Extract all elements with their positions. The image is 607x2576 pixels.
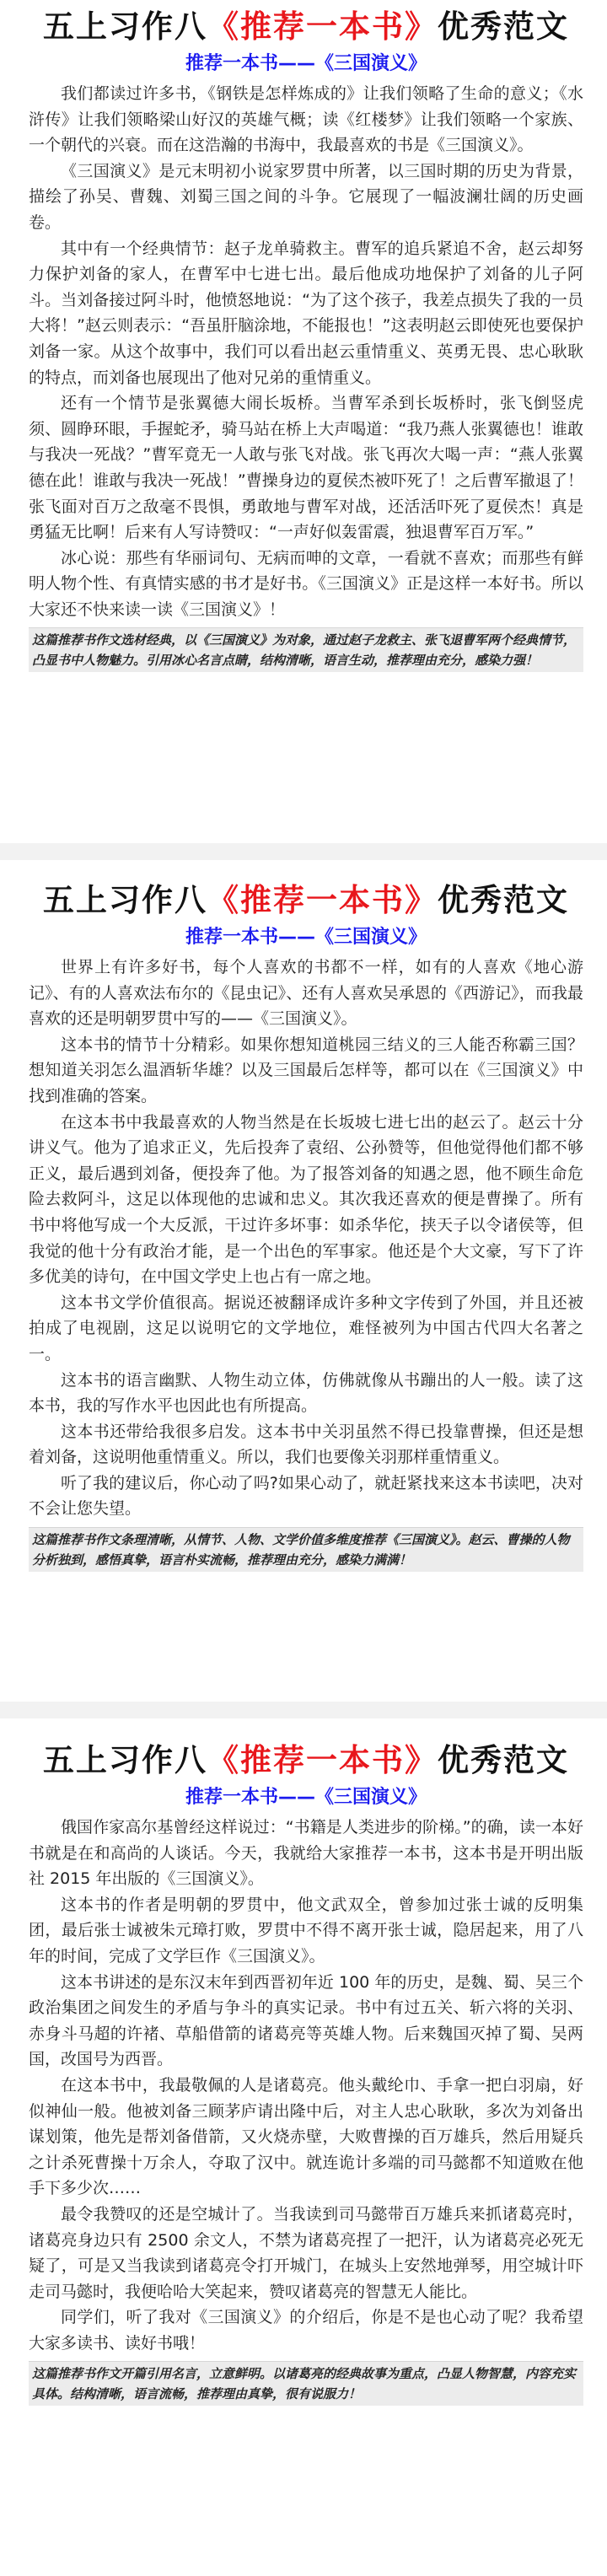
teacher-review: 这篇推荐书作文开篇引用名言，立意鲜明。以诸葛亮的经典故事为重点，凸显人物智慧，内容充实具体。结构清晰，语言流畅，推荐理由真挚，很有说服力！ bbox=[29, 2361, 583, 2406]
teacher-review: 这篇推荐书作文条理清晰，从情节、人物、文学价值多维度推荐《三国演义》。赵云、曹操的人物分析独到，感悟真挚，语言朴实流畅，推荐理由充分，感染力满满！ bbox=[29, 1527, 583, 1572]
title-suffix: 优秀范文 bbox=[438, 8, 569, 45]
title-suffix: 优秀范文 bbox=[438, 1741, 569, 1778]
paragraph: 俄国作家高尔基曾经这样说过：“书籍是人类进步的阶梯。”的确，读一本好书就是在和高尚的人谈话。今天，我就给大家推荐一本书，这本书是开明出版社 2015 年出版的《三国演义》。 bbox=[29, 1818, 583, 1889]
essay-title bbox=[29, 1739, 583, 1781]
paragraph: 最令我赞叹的还是空城计了。当我读到司马懿带百万雄兵来抓诸葛亮时，诸葛亮身边只有 2500 余文人，不禁为诸葛亮捏了一把汗，认为诸葛亮必死无疑了，可是又当我读到诸葛亮令打开城门，在城头上安然地弹琴，用空城计吓走司马懿时，我便哈哈大笑起来，赞叹诸葛亮的智慧无人能比。 bbox=[29, 2204, 583, 2301]
paragraph: 这本书还带给我很多启发。这本书中关羽虽然不得已投靠曹操，但还是想着刘备，这说明他重情重义。所以，我们也要像关羽那样重情重义。 bbox=[29, 1422, 583, 1467]
paragraph: 这本书讲述的是东汉末年到西晋初年近 100 年的历史，是魏、蜀、吴三个政治集团之间发生的矛盾与争斗的真实记录。书中有过五关、斩六将的关羽、赤身斗马超的许褚、草船借箭的诸葛亮等英雄人物。后来魏国灭掉了蜀、吴两国，改国号为西晋。 bbox=[29, 1972, 583, 2069]
paragraph: 这本书的语言幽默、人物生动立体，仿佛就像从书蹦出的人一般。读了这本书，我的写作水平也因此也有所提高。 bbox=[29, 1370, 583, 1416]
essay-3 bbox=[0, 1739, 607, 2406]
paragraph: 还有一个情节是张翼德大闹长坂桥。当曹军杀到长坂桥时，张飞倒竖虎须、圆睁环眼，手握蛇矛，骑马站在桥上大声喝道：“我乃燕人张翼德也！谁敢与我决一死战？”曹军竟无一人敢与张飞对战。张飞再次大喝一声：“燕人张翼德在此！谁敢与我决一死战！”曹操身边的夏侯杰被吓死了！之后曹军撤退了！张飞面对百万之敌毫不畏惧，勇敢地与曹军对战，还活活吓死了夏侯杰！真是勇猛无比啊！后来有人写诗赞叹：“一声好似轰雷震，独退曹军百万军。” bbox=[29, 394, 583, 542]
paragraph: 这本书的作者是明朝的罗贯中，他文武双全，曾参加过张士诚的反明集团，最后张士诚被朱元璋打败，罗贯中不得不离开张士诚，隐居起来，用了八年的时间，完成了文学巨作《三国演义》。 bbox=[29, 1895, 583, 1966]
paragraph: 《三国演义》是元末明初小说家罗贯中所著，以三国时期的历史为背景，描绘了孙吴、曹魏、刘蜀三国之间的斗争。它展现了一幅波澜壮阔的历史画卷。 bbox=[29, 161, 583, 232]
title-prefix: 五上习作八 bbox=[43, 881, 207, 918]
paragraph: 在这本书中，我最敬佩的人是诸葛亮。他头戴纶巾、手拿一把白羽扇，好似神仙一般。他被刘备三顾茅庐请出隆中后，对主人忠心耿耿，多次为刘备出谋划策，他先是帮刘备借箭，又火烧赤壁，大败曹操的百万雄兵，然后用疑兵之计杀死曹操十万余人，夺取了汉中。就连诡计多端的司马懿都不知道败在他手下多少次…… bbox=[29, 2075, 583, 2198]
title-prefix: 五上习作八 bbox=[43, 1741, 207, 1778]
essay-2 bbox=[0, 879, 607, 1572]
section-divider bbox=[0, 843, 607, 860]
essay-body bbox=[29, 955, 583, 1522]
paragraph: 同学们，听了我对《三国演义》的介绍后，你是不是也心动了呢？我希望大家多读书、读好书哦！ bbox=[29, 2308, 583, 2353]
title-highlight: 《推荐一本书》 bbox=[207, 881, 438, 918]
essay-body bbox=[29, 1815, 583, 2356]
essay-title bbox=[29, 5, 583, 47]
essay-subtitle: 推荐一本书——《三国演义》 bbox=[185, 53, 427, 74]
paragraph: 其中有一个经典情节：赵子龙单骑救主。曹军的追兵紧追不舍，赵云却努力保护刘备的家人，在曹军中七进七出。最后他成功地保护了刘备的儿子阿斗。当刘备接过阿斗时，他愤怒地说：“为了这个孩子，我差点损失了我的一员大将！”赵云则表示：“吾虽肝脑涂地，不能报也！”这表明赵云即使死也要保护刘备一家。从这个故事中，我们可以看出赵云重情重义、英勇无畏、忠心耿耿的特点，而刘备也展现出了他对兄弟的重情重义。 bbox=[29, 239, 583, 387]
paragraph: 我们都读过许多书，《钢铁是怎样炼成的》让我们领略了生命的意义；《水浒传》让我们领略梁山好汉的英雄气概；读《红楼梦》让我们领略一个家族、一个朝代的兴衰。而在这浩瀚的书海中，我最喜欢的书是《三国演义》。 bbox=[29, 84, 583, 155]
essay-1 bbox=[0, 5, 607, 672]
paragraph: 在这本书中我最喜欢的人物当然是在长坂坡七进七出的赵云了。赵云十分讲义气。他为了追求正义，先后投奔了袁绍、公孙赞等，但他觉得他们都不够正义，最后遇到刘备，便投奔了他。为了报答刘备的知遇之恩，他不顾生命危险去救阿斗，这足以体现他的忠诚和忠义。其次我还喜欢的便是曹操了。所有书中将他写成一个大反派，干过许多坏事：如杀华佗，挟天子以令诸侯等，但我觉的他十分有政治才能，是一个出色的军事家。他还是个大文豪，写下了许多优美的诗句，在中国文学史上也占有一席之地。 bbox=[29, 1112, 583, 1287]
title-highlight: 《推荐一本书》 bbox=[207, 1741, 438, 1778]
title-highlight: 《推荐一本书》 bbox=[207, 8, 438, 45]
essay-subtitle: 推荐一本书——《三国演义》 bbox=[185, 1787, 427, 1808]
essay-subtitle: 推荐一本书——《三国演义》 bbox=[185, 927, 427, 948]
paragraph: 冰心说：那些有华丽词句、无病而呻的文章，一看就不喜欢；而那些有鲜明人物个性、有真情实感的书才是好书。《三国演义》正是这样一本好书。所以大家还不快来读一读《三国演义》！ bbox=[29, 548, 583, 619]
essay-body bbox=[29, 81, 583, 622]
teacher-review: 这篇推荐书作文选材经典，以《三国演义》为对象，通过赵子龙救主、张飞退曹军两个经典情节，凸显书中人物魅力。引用冰心名言点睛，结构清晰，语言生动，推荐理由充分，感染力强！ bbox=[29, 627, 583, 672]
title-suffix: 优秀范文 bbox=[438, 881, 569, 918]
paragraph: 世界上有许多好书，每个人喜欢的书都不一样，如有的人喜欢《地心游记》、有的人喜欢法布尔的《昆虫记》、还有人喜欢吴承恩的《西游记》，而我最喜欢的还是明朝罗贯中写的——《三国演义》。 bbox=[29, 958, 583, 1029]
paragraph: 听了我的建议后，你心动了吗?如果心动了，就赶紧找来这本书读吧，决对不会让您失望。 bbox=[29, 1473, 583, 1519]
paragraph: 这本书的情节十分精彩。如果你想知道桃园三结义的三人能否称霸三国？想知道关羽怎么温酒斩华雄？以及三国最后怎样等，都可以在《三国演义》中找到准确的答案。 bbox=[29, 1035, 583, 1105]
paragraph: 这本书文学价值很高。据说还被翻译成许多种文字传到了外国，并且还被拍成了电视剧，这足以说明它的文学地位，难怪被列为中国古代四大名著之一。 bbox=[29, 1293, 583, 1363]
title-prefix: 五上习作八 bbox=[43, 8, 207, 45]
section-divider bbox=[0, 1702, 607, 1718]
essay-title bbox=[29, 879, 583, 921]
